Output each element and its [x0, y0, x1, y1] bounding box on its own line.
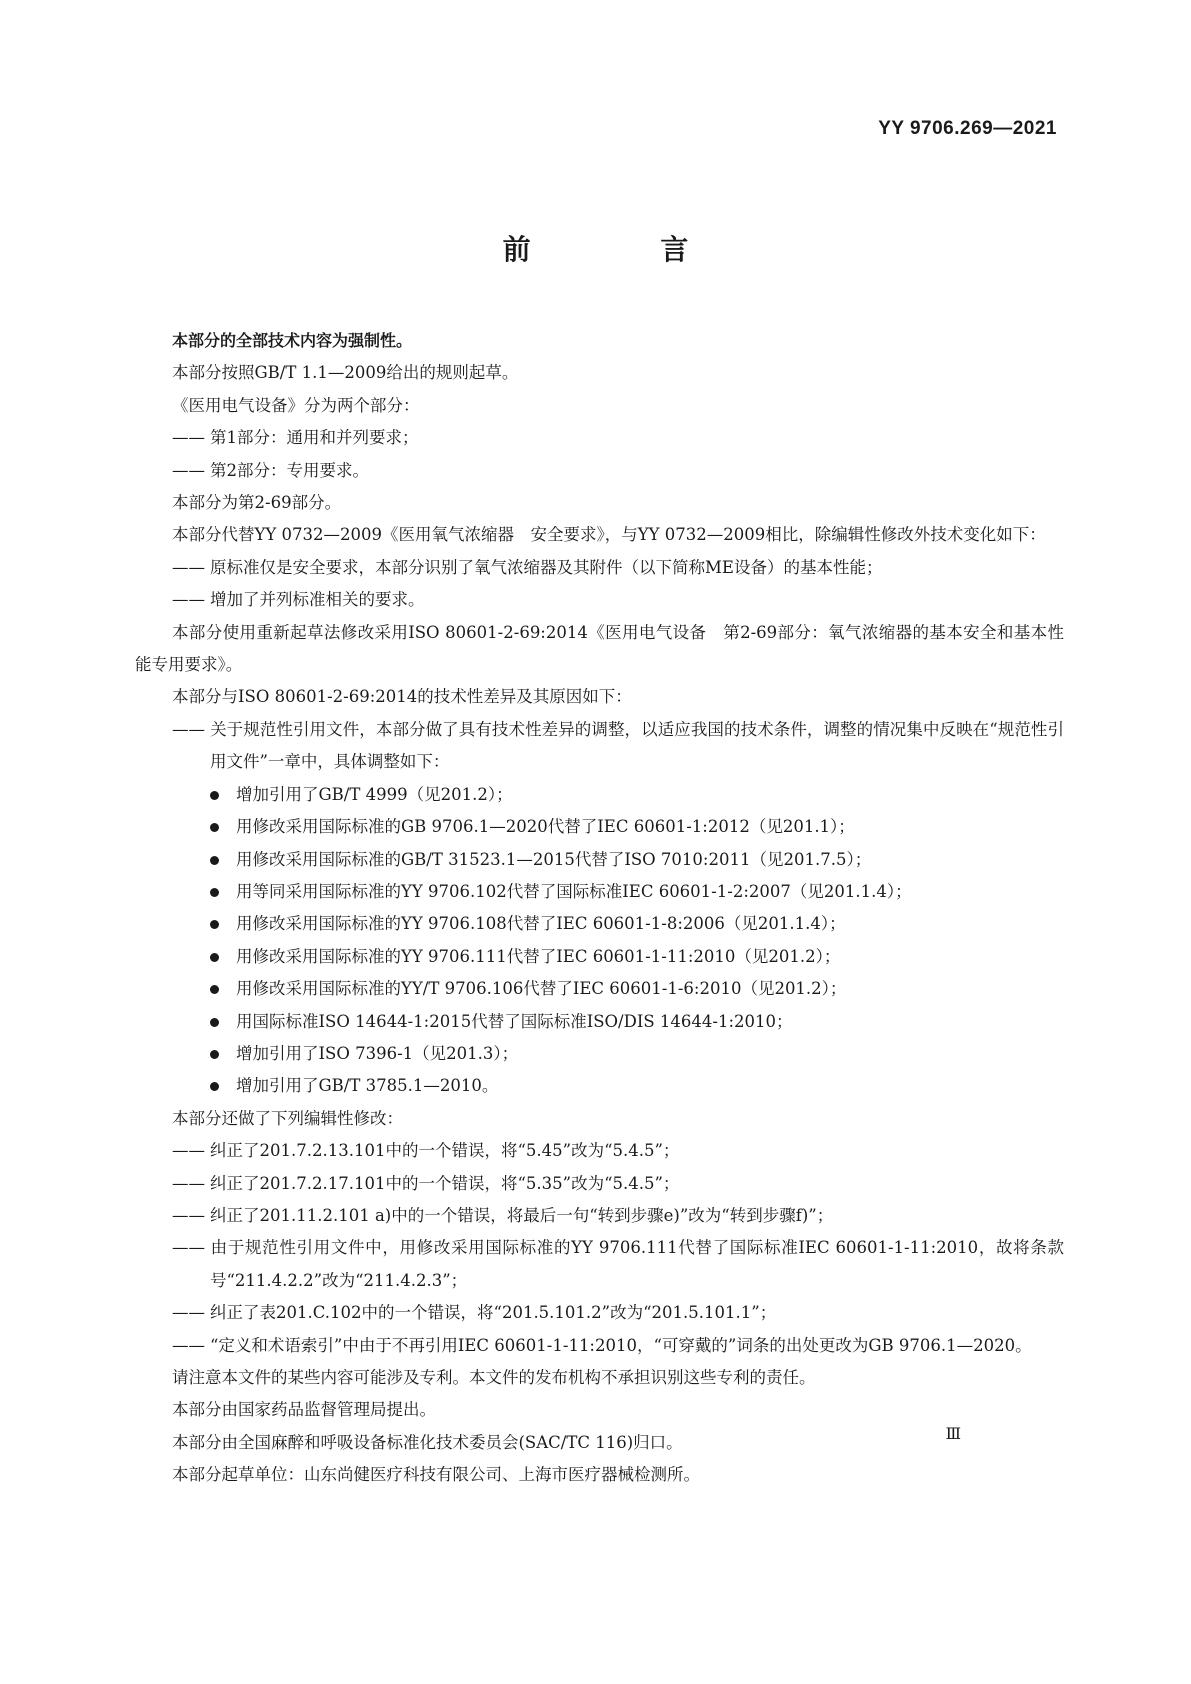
bullet-item: 用修改采用国际标准的YY/T 9706.106代替了IEC 60601-1-6:2010（见201.2）；: [210, 973, 1064, 1005]
dash-item: —— 第2部分：专用要求。: [135, 455, 1064, 487]
dash-mark: ——: [172, 1303, 205, 1323]
paragraph: 本部分代替YY 0732—2009《医用氧气浓缩器 安全要求》，与YY 0732—2009相比，除编辑性修改外技术变化如下：: [172, 525, 1046, 545]
bullet-item: 增加引用了ISO 7396-1（见201.3）；: [210, 1038, 1064, 1070]
dash-item: —— “定义和术语索引”中由于不再引用IEC 60601-1-11:2010，“可穿戴的”词条的出处更改为GB 9706.1—2020。: [135, 1330, 1064, 1362]
dash-item: —— 由于规范性引用文件中，用修改采用国际标准的YY 9706.111代替了国际标准IEC 60601-1-11:2010，故将条款号“211.4.2.2”改为“211.4.2.3”；: [135, 1232, 1064, 1297]
bullet-item: 用国际标准ISO 14644-1:2015代替了国际标准ISO/DIS 14644-1:2010；: [210, 1006, 1064, 1038]
dash-mark: ——: [172, 428, 205, 448]
dash-item: —— 增加了并列标准相关的要求。: [135, 584, 1064, 616]
dash-mark: ——: [172, 1205, 205, 1225]
dash-mark: ——: [172, 1141, 205, 1161]
dash-item: —— 第1部分：通用和并列要求；: [135, 422, 1064, 454]
paragraph: 本部分由国家药品监督管理局提出。: [172, 1400, 436, 1420]
paragraph: 本部分按照GB/T 1.1—2009给出的规则起草。: [172, 363, 519, 383]
paragraph: 本部分使用重新起草法修改采用ISO 80601-2-69:2014《医用电气设备 第2-69部分：氧气浓缩器的基本安全和基本性能专用要求》。: [135, 622, 1064, 675]
dash-item: —— 原标准仅是安全要求，本部分识别了氧气浓缩器及其附件（以下简称ME设备）的基本性能；: [135, 552, 1064, 584]
paragraph: 本部分还做了下列编辑性修改：: [172, 1108, 403, 1128]
paragraph: 本部分为第2-69部分。: [172, 493, 342, 513]
bullet-item: 用等同采用国际标准的YY 9706.102代替了国际标准IEC 60601-1-2:2007（见201.1.4）；: [210, 876, 1064, 908]
dash-mark: ——: [172, 460, 205, 480]
paragraph: 本部分与ISO 80601-2-69:2014的技术性差异及其原因如下：: [172, 687, 632, 707]
bullet-item: 用修改采用国际标准的YY 9706.111代替了IEC 60601-1-11:2010（见201.2）；: [210, 941, 1064, 973]
bullet-item: 用修改采用国际标准的GB/T 31523.1—2015代替了ISO 7010:2011（见201.7.5）；: [210, 844, 1064, 876]
document-body: [135, 325, 1064, 1492]
dash-item: —— 关于规范性引用文件，本部分做了具有技术性差异的调整，以适应我国的技术条件，调整的情况集中反映在“规范性引用文件”一章中，具体调整如下：: [135, 714, 1064, 779]
dash-item: —— 纠正了表201.C.102中的一个错误，将“201.5.101.2”改为“201.5.101.1”；: [135, 1297, 1064, 1329]
dash-mark: ——: [172, 1173, 205, 1193]
paragraph-drafting-units: 本部分起草单位：山东尚健医疗科技有限公司、上海市医疗器械检测所。: [172, 1465, 700, 1485]
dash-mark: ——: [172, 1238, 205, 1258]
dash-mark: ——: [172, 1335, 205, 1355]
bullet-item: 用修改采用国际标准的YY 9706.108代替了IEC 60601-1-8:2006（见201.1.4）；: [210, 908, 1064, 940]
paragraph: 本部分由全国麻醉和呼吸设备标准化技术委员会(SAC/TC 116)归口。: [172, 1432, 683, 1452]
dash-mark: ——: [172, 590, 205, 610]
dash-item: —— 纠正了201.7.2.17.101中的一个错误，将“5.35”改为“5.4.5”；: [135, 1168, 1064, 1200]
paragraph-mandatory: 本部分的全部技术内容为强制性。: [172, 331, 413, 350]
paragraph: 《医用电气设备》分为两个部分：: [172, 395, 420, 415]
bullet-item: 增加引用了GB/T 3785.1—2010。: [210, 1070, 1064, 1102]
paragraph-patent-notice: 请注意本文件的某些内容可能涉及专利。本文件的发布机构不承担识别这些专利的责任。: [172, 1368, 816, 1387]
bullet-list: [135, 779, 1064, 1103]
bullet-item: 增加引用了GB/T 4999（见201.2）；: [210, 779, 1064, 811]
bullet-item: 用修改采用国际标准的GB 9706.1—2020代替了IEC 60601-1:2012（见201.1）；: [210, 811, 1064, 843]
dash-mark: ——: [172, 557, 205, 577]
dash-item: —— 纠正了201.11.2.101 a)中的一个错误，将最后一句“转到步骤e)”改为“转到步骤f)”；: [135, 1200, 1064, 1232]
dash-mark: ——: [172, 719, 205, 739]
page-title: 前 言: [502, 233, 749, 266]
page-number: Ⅲ: [945, 1426, 961, 1443]
dash-item: —— 纠正了201.7.2.13.101中的一个错误，将“5.45”改为“5.4.5”；: [135, 1135, 1064, 1167]
standard-code: YY 9706.269—2021: [878, 118, 1057, 139]
